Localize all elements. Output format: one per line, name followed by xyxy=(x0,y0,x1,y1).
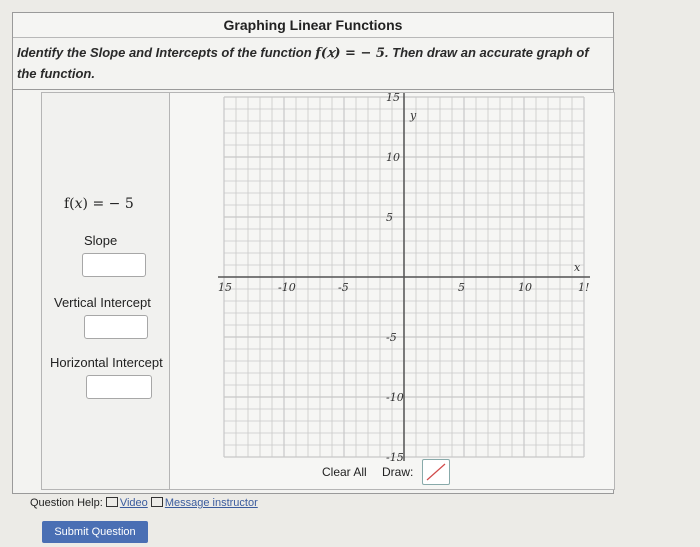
x-tick-label: 1! xyxy=(578,281,590,294)
y-tick-label: -5 xyxy=(386,331,397,344)
prompt-text-before: Identify the Slope and Intercepts of the function xyxy=(17,45,316,60)
y-tick-label: 10 xyxy=(386,151,400,164)
x-tick-label: 5 xyxy=(458,281,465,294)
horizontal-intercept-input[interactable] xyxy=(86,375,152,399)
prompt-text-after: . Then draw an accurate graph of the function. xyxy=(17,45,589,81)
y-tick-label: 15 xyxy=(386,93,400,104)
submit-question-button[interactable]: Submit Question xyxy=(42,521,148,543)
y-tick-label: -15 xyxy=(386,451,404,464)
prompt-function: f(𝑥) = − 5 xyxy=(315,46,385,61)
coordinate-grid[interactable] xyxy=(170,93,614,489)
page-title: Graphing Linear Functions xyxy=(13,13,613,38)
graph-cell xyxy=(169,92,615,490)
horizontal-intercept-label: Horizontal Intercept xyxy=(50,355,163,370)
x-tick-label: 10 xyxy=(518,281,532,294)
question-panel xyxy=(12,12,614,494)
vertical-intercept-input[interactable] xyxy=(84,315,148,339)
line-draw-tool[interactable] xyxy=(422,459,450,485)
x-tick-label: -10 xyxy=(278,281,296,294)
line-tool-icon xyxy=(423,460,449,484)
y-tick-label: -10 xyxy=(386,391,404,404)
question-help xyxy=(30,497,258,509)
y-axis-label: y xyxy=(410,109,417,122)
message-instructor-link[interactable]: Message instructor xyxy=(164,497,258,509)
y-tick-label: 5 xyxy=(386,211,393,224)
question-prompt xyxy=(17,43,607,93)
axes xyxy=(218,93,590,461)
question-help-label: Question Help: xyxy=(30,497,103,509)
answer-inputs-cell xyxy=(41,92,171,490)
video-icon xyxy=(106,497,118,507)
slope-label: Slope xyxy=(84,233,118,248)
slope-input[interactable] xyxy=(82,253,146,277)
clear-all-button[interactable]: Clear All xyxy=(322,465,367,479)
draw-label: Draw: xyxy=(382,465,414,479)
x-tick-label: -5 xyxy=(338,281,349,294)
x-axis-label: x xyxy=(574,261,581,274)
video-link[interactable]: Video xyxy=(119,497,148,509)
answer-table xyxy=(13,89,613,494)
x-tick-label: 15 xyxy=(218,281,232,294)
function-label: f(𝑥) = − 5 xyxy=(64,196,134,212)
vertical-intercept-label: Vertical Intercept xyxy=(54,295,151,310)
mail-icon xyxy=(151,497,163,507)
